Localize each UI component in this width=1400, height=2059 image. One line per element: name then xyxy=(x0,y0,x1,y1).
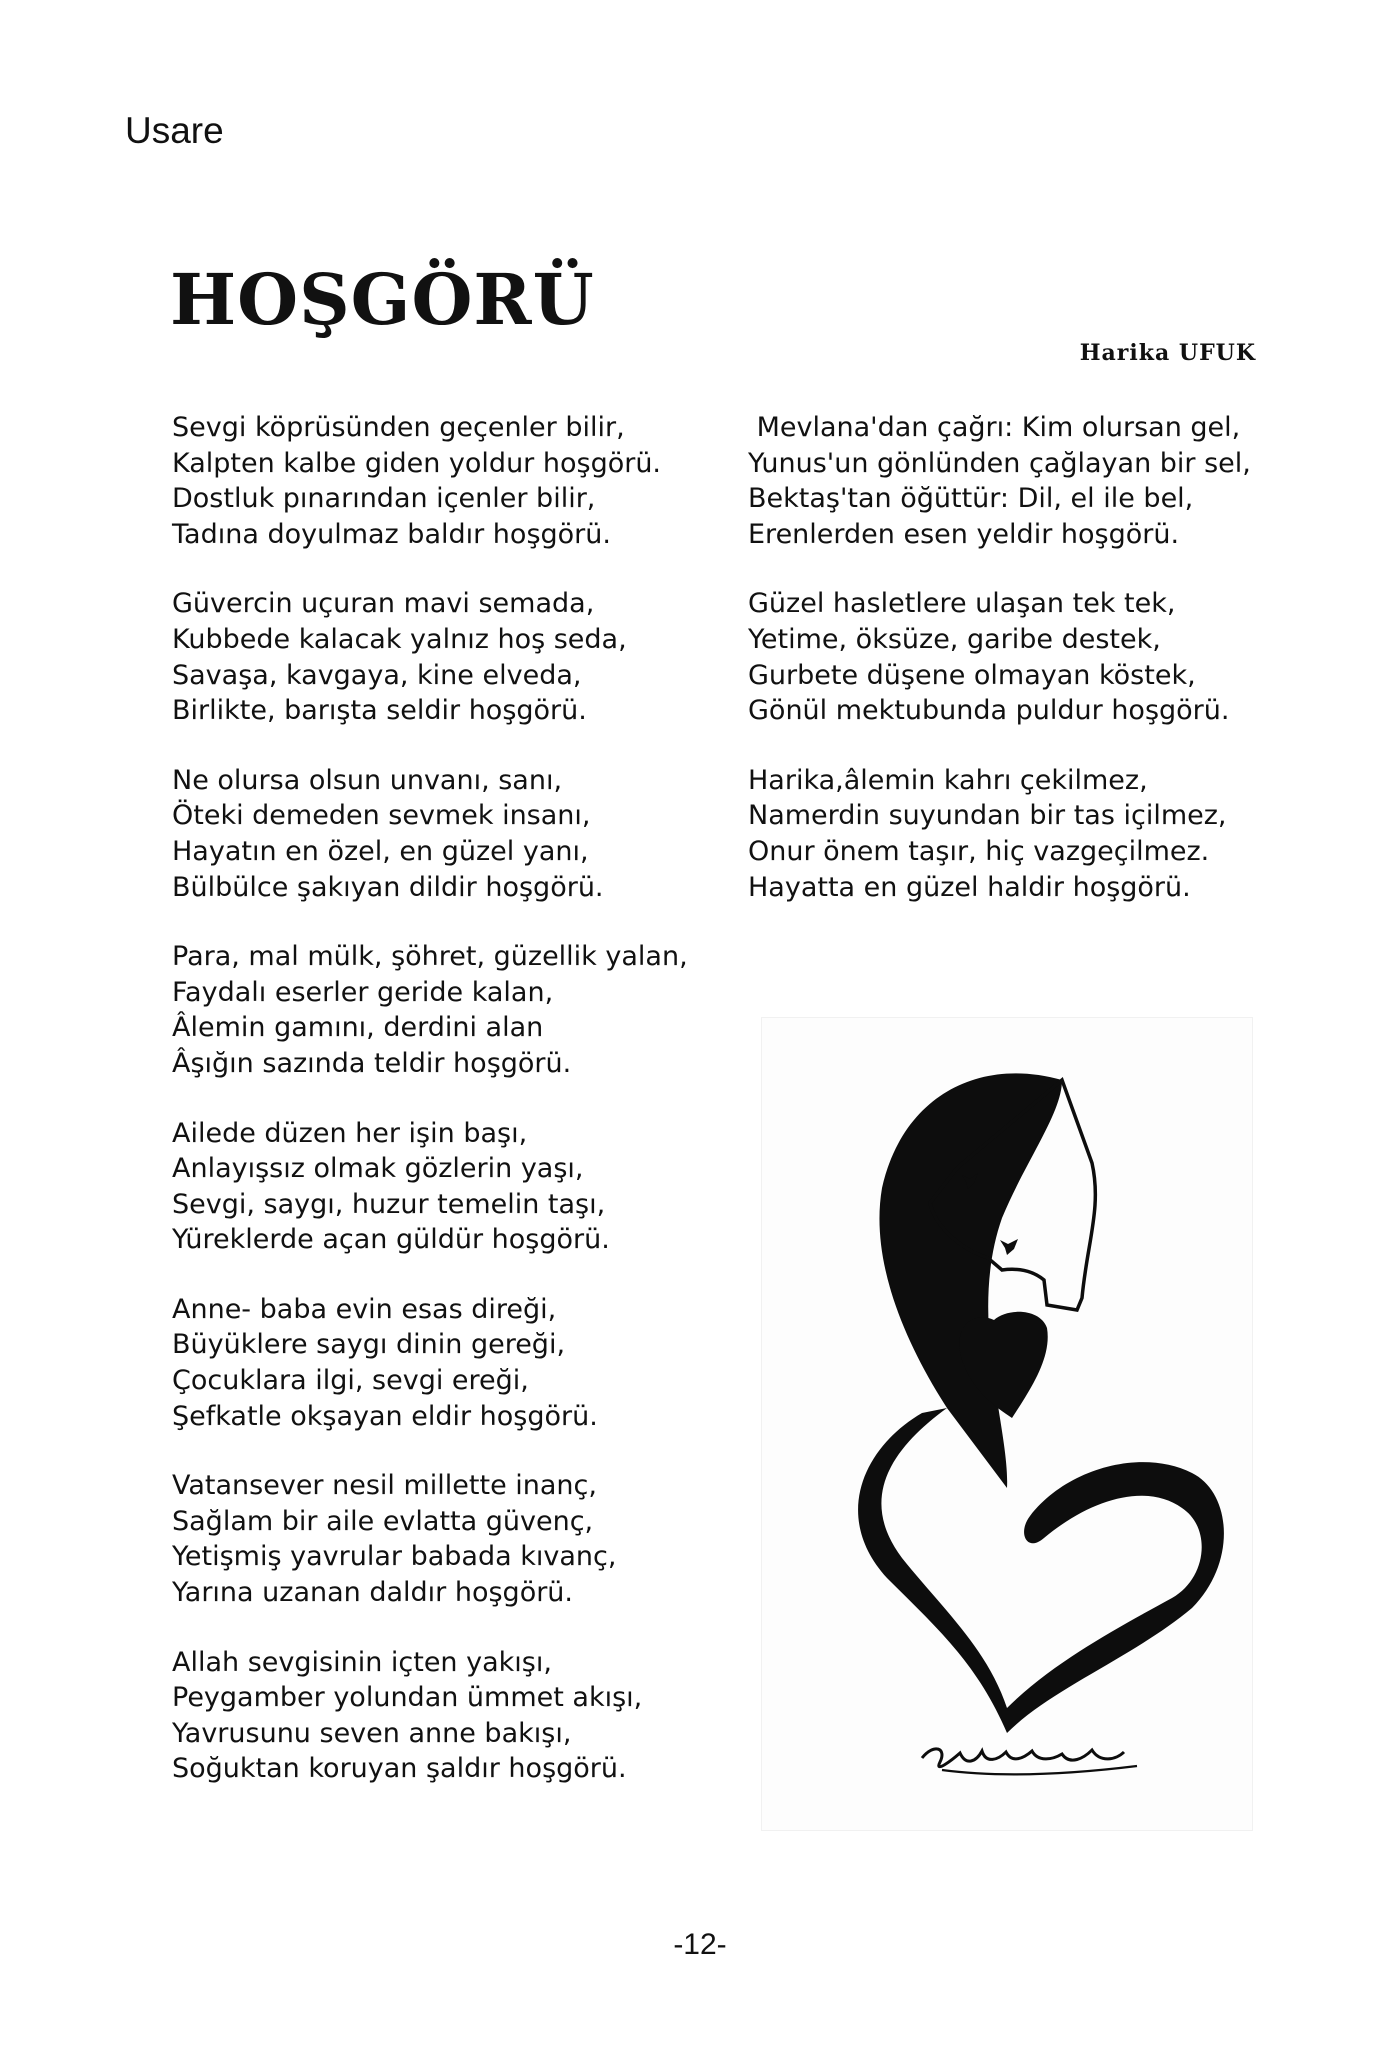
verse-line: Yavrusunu seven anne bakışı, xyxy=(172,1717,572,1749)
verse-line: Sağlam bir aile evlatta güvenç, xyxy=(172,1505,594,1537)
verse-line: Âşığın sazında teldir hoşgörü. xyxy=(172,1047,572,1079)
stanza xyxy=(172,586,688,728)
verse-line: Sevgi köprüsünden geçenler bilir, xyxy=(172,412,625,443)
stanza xyxy=(172,1116,688,1258)
verse-line: Yunus'un gönlünden çağlayan bir sel, xyxy=(748,447,1251,479)
verse-line: Harika,âlemin kahrı çekilmez, xyxy=(748,764,1148,796)
verse-line: Allah sevgisinin içten yakışı, xyxy=(172,1646,552,1678)
verse-line: Namerdin suyundan bir tas içilmez, xyxy=(748,800,1227,832)
verse-line: Para, mal mülk, şöhret, güzellik yalan, xyxy=(172,941,688,973)
verse-line: Anlayışsız olmak gözlerin yaşı, xyxy=(172,1153,584,1185)
poem-left-column xyxy=(172,410,688,1821)
verse-line: Faydalı eserler geride kalan, xyxy=(172,976,554,1008)
verse-line: Yetime, öksüze, garibe destek, xyxy=(748,623,1161,655)
stanza xyxy=(748,410,1251,552)
verse-line: Çocuklara ilgi, sevgi ereği, xyxy=(172,1365,529,1397)
verse-line: Hayatta en güzel haldir hoşgörü. xyxy=(748,871,1191,903)
verse-line: Birlikte, barışta seldir hoşgörü. xyxy=(172,695,587,727)
verse-line: Şefkatle okşayan eldir hoşgörü. xyxy=(172,1400,598,1432)
verse-line: Hayatın en özel, en güzel yanı, xyxy=(172,835,589,867)
journal-name: Usare xyxy=(125,110,224,151)
poem-author: Harika UFUK xyxy=(1079,340,1256,366)
verse-line: Soğuktan koruyan şaldır hoşgörü. xyxy=(172,1753,627,1785)
verse-line: Öteki demeden sevmek insanı, xyxy=(172,800,591,832)
verse-line: Sevgi, saygı, huzur temelin taşı, xyxy=(172,1188,606,1220)
verse-line: Gönül mektubunda puldur hoşgörü. xyxy=(748,695,1230,727)
stanza xyxy=(172,939,688,1081)
verse-line: Vatansever nesil millette inanç, xyxy=(172,1470,597,1502)
verse-line: Ailede düzen her işin başı, xyxy=(172,1117,528,1149)
verse-line: Dostluk pınarından içenler bilir, xyxy=(172,483,596,515)
verse-line: Yarına uzanan daldır hoşgörü. xyxy=(172,1577,574,1609)
verse-line: Ne olursa olsun unvanı, sanı, xyxy=(172,764,563,796)
ink-drawing xyxy=(762,1018,1252,1830)
stanza xyxy=(172,1645,688,1787)
verse-line: Kalpten kalbe giden yoldur hoşgörü. xyxy=(172,447,662,479)
stanza xyxy=(172,1292,688,1434)
stanza xyxy=(172,763,688,905)
page-number: -12- xyxy=(673,1928,727,1961)
verse-line: Tadına doyulmaz baldır hoşgörü. xyxy=(172,518,611,550)
verse-line: Gurbete düşene olmayan köstek, xyxy=(748,659,1196,691)
verse-line: Âlemin gamını, derdini alan xyxy=(172,1012,544,1044)
verse-line: Onur önem taşır, hiç vazgeçilmez. xyxy=(748,835,1210,867)
stanza xyxy=(748,586,1251,728)
verse-line: Anne- baba evin esas direği, xyxy=(172,1293,557,1325)
hosgoru-illustration xyxy=(762,1018,1252,1830)
stanza xyxy=(172,410,688,552)
poem-title: HOŞGÖRÜ xyxy=(170,258,595,341)
verse-line: Güvercin uçuran mavi semada, xyxy=(172,588,595,620)
poem-right-column xyxy=(748,410,1251,939)
stanza xyxy=(172,1468,688,1610)
verse-line: Savaşa, kavgaya, kine elveda, xyxy=(172,659,582,691)
verse-line: Büyüklere saygı dinin gereği, xyxy=(172,1329,566,1361)
verse-line: Erenlerden esen yeldir hoşgörü. xyxy=(748,518,1180,550)
verse-line: Kubbede kalacak yalnız hoş seda, xyxy=(172,623,627,655)
verse-line: Güzel hasletlere ulaşan tek tek, xyxy=(748,588,1176,620)
verse-line: Mevlana'dan çağrı: Kim olursan gel, xyxy=(748,412,1241,443)
verse-line: Bektaş'tan öğüttür: Dil, el ile bel, xyxy=(748,483,1194,515)
verse-line: Yüreklerde açan güldür hoşgörü. xyxy=(172,1224,610,1256)
verse-line: Peygamber yolundan ümmet akışı, xyxy=(172,1682,643,1714)
verse-line: Yetişmiş yavrular babada kıvanç, xyxy=(172,1541,617,1573)
verse-line: Bülbülce şakıyan dildir hoşgörü. xyxy=(172,871,604,903)
stanza xyxy=(748,763,1251,905)
